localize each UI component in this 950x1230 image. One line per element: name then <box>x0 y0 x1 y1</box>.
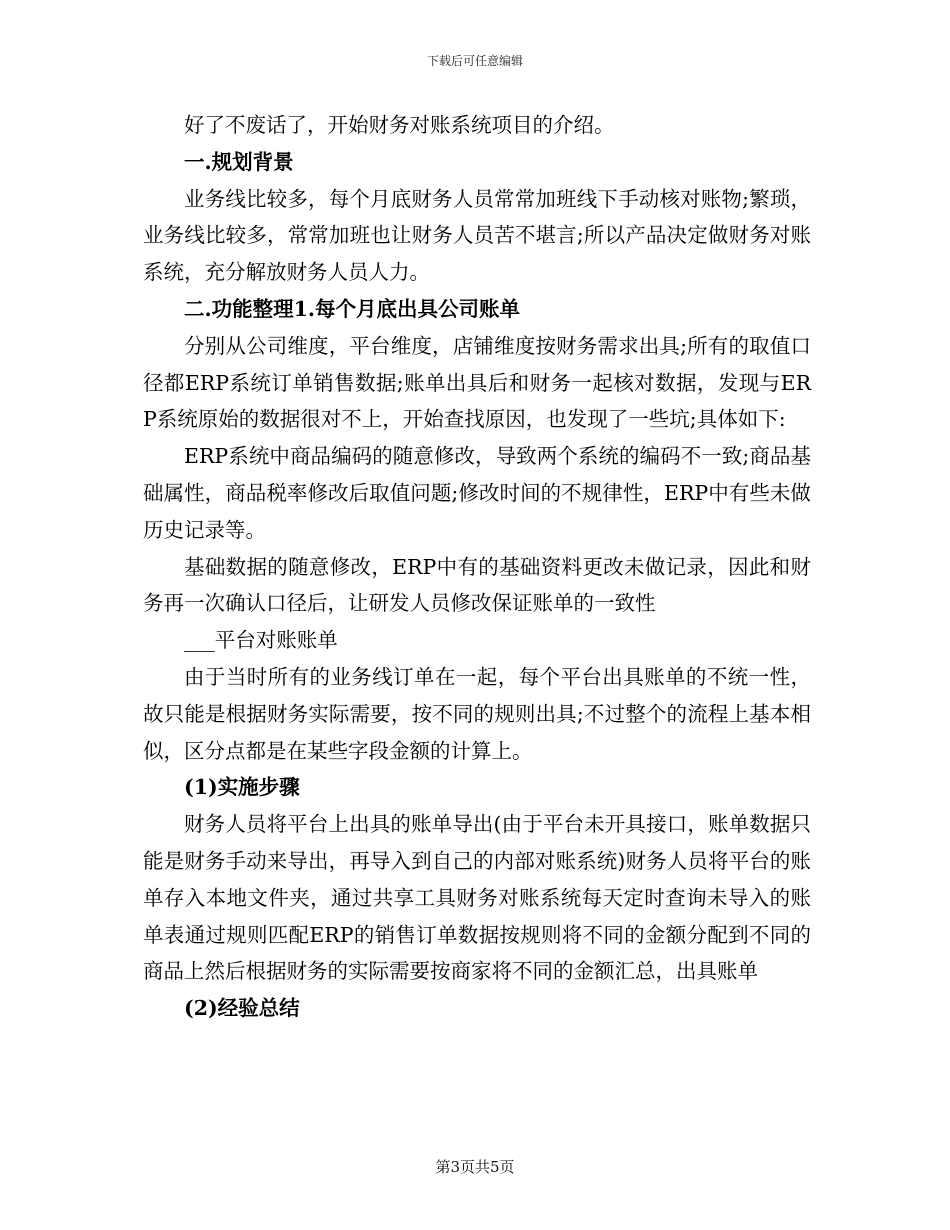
background-paragraph: 业务线比较多，每个月底财务人员常常加班线下手动核对账物;繁琐，业务线比较多，常常加班也让财务人员苦不堪言;所以产品决定做财务对账系统，充分解放财务人员人力。 <box>143 186 811 285</box>
implementation-paragraph: 财务人员将平台上出具的账单导出(由于平台未开具接口，账单数据只能是财务手动来导出，再导入到自己的内部对账系统)财务人员将平台的账单存入本地文件夹，通过共享工具财务对账系统每天定时查询未导入的账单表通过规则匹配ERP的销售订单数据按规则将不同的金额分配到不同的商品上然后根据财务的实际需要按商家将不同的金额汇总，出具账单 <box>143 812 811 984</box>
features-paragraph: 分别从公司维度，平台维度，店铺维度按财务需求出具;所有的取值口径都ERP系统订单销售数据;账单出具后和财务一起核对数据，发现与ERP系统原始的数据很对不上，开始查找原因，也发现了一些坑;具体如下: <box>143 333 811 432</box>
erp-code-paragraph: ERP系统中商品编码的随意修改，导致两个系统的编码不一致;商品基础属性，商品税率修改后取值问题;修改时间的不规律性，ERP中有些未做历史记录等。 <box>143 444 811 542</box>
intro-paragraph: 好了不废话了，开始财务对账系统项目的介绍。 <box>184 113 615 137</box>
section-heading-background: 一.规划背景 <box>184 149 294 174</box>
platform-bill-subheading: ___平台对账账单 <box>184 628 338 653</box>
subheading-experience: (2)经验总结 <box>184 996 300 1021</box>
page-header-note: 下载后可任意编辑 <box>426 54 523 68</box>
page-number-footer: 第3页共5页 <box>435 1158 515 1176</box>
document-body <box>143 107 811 1027</box>
platform-bill-paragraph: 由于当时所有的业务线订单在一起，每个平台出具账单的不统一性，故只能是根据财务实际需要，按不同的规则出具;不过整个的流程上基本相似，区分点都是在某些字段金额的计算上。 <box>143 664 811 763</box>
subheading-implementation: (1)实施步骤 <box>184 775 300 800</box>
base-data-paragraph: 基础数据的随意修改，ERP中有的基础资料更改未做记录，因此和财务再一次确认口径后，让研发人员修改保证账单的一致性 <box>143 554 811 616</box>
section-heading-features: 二.功能整理1.每个月底出具公司账单 <box>184 296 521 321</box>
